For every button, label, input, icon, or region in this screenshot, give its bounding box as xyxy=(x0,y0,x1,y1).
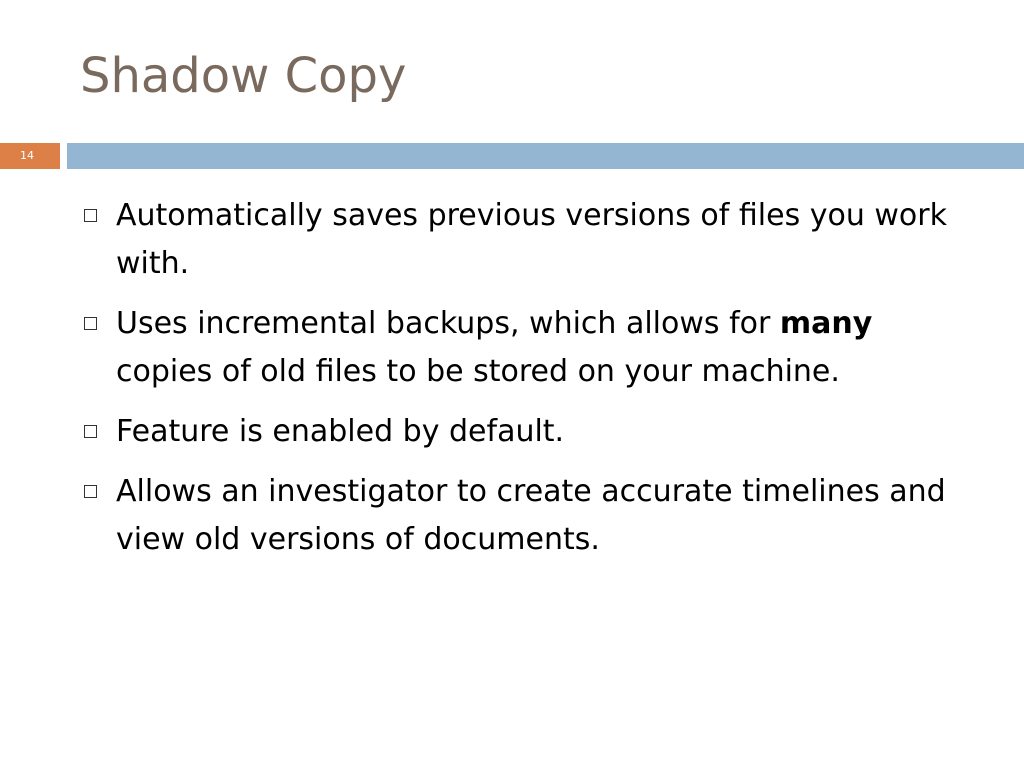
hollow-square-icon xyxy=(84,425,97,438)
accent-bar xyxy=(67,143,1024,169)
bullet-text-after: copies of old files to be stored on your machine. xyxy=(116,354,840,389)
slide-number: 14 xyxy=(0,143,60,169)
bullet-item xyxy=(80,192,960,288)
title-divider xyxy=(0,143,1024,169)
slide-title: Shadow Copy xyxy=(80,48,407,104)
bullet-text: Automatically saves previous versions of files you work with. xyxy=(116,198,947,281)
hollow-square-icon xyxy=(84,317,97,330)
bullet-text: Allows an investigator to create accurate timelines and view old versions of documents. xyxy=(116,474,946,557)
bullet-item xyxy=(80,408,960,456)
bullet-bold-word: many xyxy=(779,306,873,341)
bullet-list xyxy=(80,192,960,576)
bullet-text: Feature is enabled by default. xyxy=(116,414,565,449)
bullet-item xyxy=(80,468,960,564)
hollow-square-icon xyxy=(84,485,97,498)
hollow-square-icon xyxy=(84,209,97,222)
bullet-text-before: Uses incremental backups, which allows for xyxy=(116,306,780,341)
bullet-item xyxy=(80,300,960,396)
